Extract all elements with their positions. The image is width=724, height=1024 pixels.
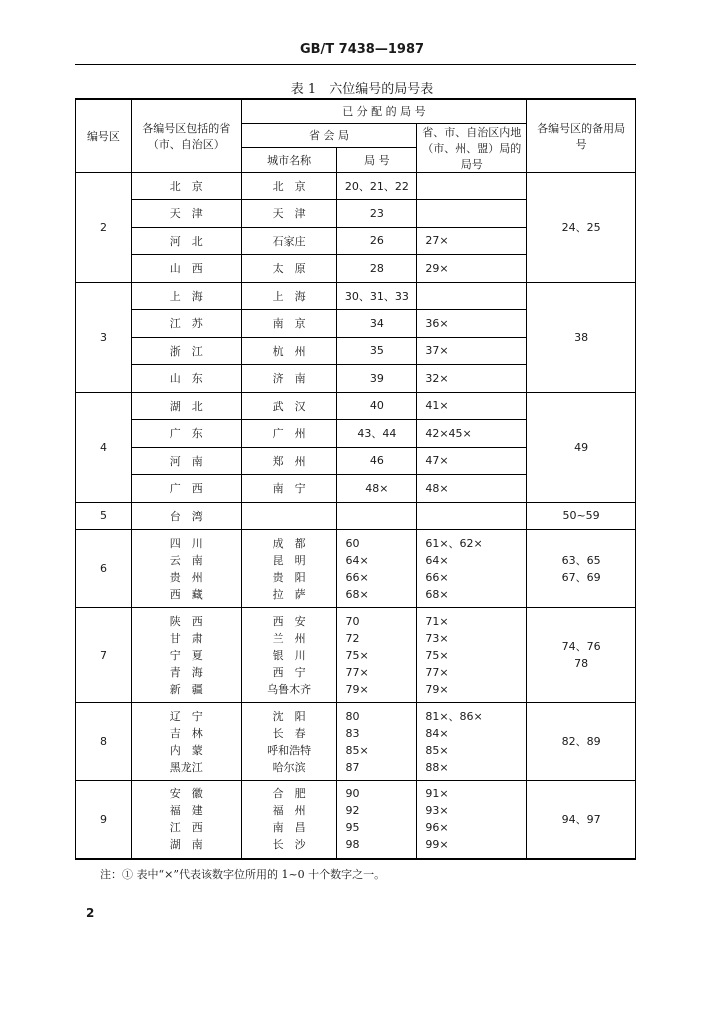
inland-code-cell: 42×45× (417, 420, 527, 448)
city-line: 长 沙 (272, 838, 306, 852)
office-code-line: 90 (345, 787, 360, 801)
table-row (76, 172, 636, 200)
inland-code-cell: 32× (417, 365, 527, 393)
table-row (76, 608, 636, 703)
city-cell (241, 703, 337, 781)
city-line: 乌鲁木齐 (267, 682, 312, 696)
office-code-cell (337, 502, 417, 530)
province-line: 辽 宁 (169, 709, 203, 723)
inland-code-line: 81×、86× (425, 709, 483, 723)
province-cell (131, 608, 241, 703)
header-reserve: 各编号区的备用局号 (527, 99, 636, 172)
table-row (76, 392, 636, 420)
table-row (76, 502, 636, 530)
reserve-cell (527, 530, 636, 608)
province-cell: 台 湾 (131, 502, 241, 530)
city-line: 成 都 (272, 536, 306, 550)
office-code-cell: 35 (337, 337, 417, 365)
inland-code-cell: 48× (417, 475, 527, 503)
office-code-cell: 48× (337, 475, 417, 503)
office-code-cell (337, 530, 417, 608)
office-code-line: 66× (345, 570, 369, 584)
table-row (76, 530, 636, 608)
reserve-cell (527, 781, 636, 859)
province-line: 吉 林 (169, 726, 203, 740)
province-line: 安 徽 (169, 787, 203, 801)
inland-code-line: 84× (425, 726, 449, 740)
province-cell: 浙 江 (131, 337, 241, 365)
office-code-cell: 39 (337, 365, 417, 393)
province-cell: 北 京 (131, 172, 241, 200)
reserve-line: 82、89 (561, 735, 601, 748)
header-city-name: 城市名称 (241, 148, 337, 173)
city-line: 贵 阳 (272, 570, 306, 584)
inland-code-cell (417, 703, 527, 781)
reserve-cell: 24、25 (527, 172, 636, 282)
city-cell: 广 州 (241, 420, 337, 448)
header-allocated: 已 分 配 的 局 号 (241, 99, 526, 123)
header-provinces: 各编号区包括的省（市、自治区） (131, 99, 241, 172)
city-line: 福 州 (272, 804, 306, 818)
inland-code-cell (417, 200, 527, 228)
city-cell: 南 京 (241, 310, 337, 338)
province-cell: 山 东 (131, 365, 241, 393)
province-line: 新 疆 (169, 682, 203, 696)
inland-code-line: 75× (425, 648, 449, 662)
city-line: 西 宁 (272, 665, 306, 679)
document-code: GB/T 7438—1987 (299, 42, 425, 57)
city-line: 沈 阳 (272, 709, 306, 723)
office-code-line: 95 (345, 821, 360, 835)
inland-code-cell (417, 172, 527, 200)
office-code-line: 92 (345, 804, 360, 818)
city-cell (241, 502, 337, 530)
city-cell: 郑 州 (241, 447, 337, 475)
province-cell: 广 西 (131, 475, 241, 503)
city-cell: 上 海 (241, 282, 337, 310)
inland-code-line: 88× (425, 760, 449, 774)
office-code-line: 98 (345, 838, 360, 852)
province-line: 青 海 (169, 665, 203, 679)
office-code-cell: 46 (337, 447, 417, 475)
city-cell: 石家庄 (241, 227, 337, 255)
city-line: 银 川 (272, 648, 306, 662)
city-line: 拉 萨 (272, 587, 306, 601)
province-line: 四 川 (169, 536, 203, 550)
inland-code-line: 73× (425, 631, 449, 645)
inland-code-cell (417, 608, 527, 703)
city-cell: 北 京 (241, 172, 337, 200)
province-cell (131, 781, 241, 859)
province-line: 内 蒙 (169, 743, 203, 757)
city-cell: 杭 州 (241, 337, 337, 365)
province-line: 宁 夏 (169, 648, 203, 662)
inland-code-line: 71× (425, 614, 449, 628)
area-number-cell: 8 (76, 703, 132, 781)
inland-code-cell (417, 282, 527, 310)
province-cell: 江 苏 (131, 310, 241, 338)
province-line: 云 南 (169, 553, 203, 567)
city-line: 西 安 (272, 614, 306, 628)
reserve-cell: 49 (527, 392, 636, 502)
office-code-cell: 40 (337, 392, 417, 420)
province-line: 贵 州 (169, 570, 203, 584)
inland-code-line: 96× (425, 821, 449, 835)
inland-code-line: 77× (425, 665, 449, 679)
city-cell: 太 原 (241, 255, 337, 283)
reserve-line: 74、76 (561, 640, 601, 653)
office-code-cell (337, 781, 417, 859)
province-line: 福 建 (169, 804, 203, 818)
office-code-line: 64× (345, 553, 369, 567)
office-code-line: 68× (345, 587, 369, 601)
reserve-cell: 50~59 (527, 502, 636, 530)
city-line: 南 昌 (272, 821, 306, 835)
province-cell: 广 东 (131, 420, 241, 448)
inland-code-cell: 29× (417, 255, 527, 283)
inland-code-cell (417, 502, 527, 530)
province-cell: 天 津 (131, 200, 241, 228)
page-number: 2 (86, 906, 95, 920)
header-office-no: 局 号 (337, 148, 417, 173)
reserve-cell (527, 703, 636, 781)
reserve-line: 94、97 (561, 812, 601, 826)
inland-code-line: 91× (425, 787, 449, 801)
office-code-cell: 23 (337, 200, 417, 228)
inland-code-line: 64× (425, 553, 449, 567)
city-line: 昆 明 (272, 553, 306, 567)
office-code-line: 85× (345, 743, 369, 757)
city-cell: 南 宁 (241, 475, 337, 503)
province-line: 黑龙江 (169, 760, 203, 774)
header-capital-office: 省 会 局 (241, 123, 417, 148)
area-number-cell: 6 (76, 530, 132, 608)
table-row (76, 282, 636, 310)
province-cell: 河 北 (131, 227, 241, 255)
province-cell: 湖 北 (131, 392, 241, 420)
table-row (76, 781, 636, 859)
province-line: 江 西 (169, 821, 203, 835)
inland-code-line: 66× (425, 570, 449, 584)
office-code-line: 75× (345, 648, 369, 662)
office-code-cell: 34 (337, 310, 417, 338)
office-code-cell (337, 703, 417, 781)
office-code-cell: 28 (337, 255, 417, 283)
inland-code-cell: 36× (417, 310, 527, 338)
inland-code-line: 93× (425, 804, 449, 818)
province-line: 湖 南 (169, 838, 203, 852)
office-code-line: 77× (345, 665, 369, 679)
office-code-cell: 26 (337, 227, 417, 255)
area-number-cell: 2 (76, 172, 132, 282)
office-code-line: 72 (345, 631, 360, 645)
office-number-table (75, 98, 636, 860)
province-cell (131, 703, 241, 781)
city-cell (241, 781, 337, 859)
office-code-cell: 30、31、33 (337, 282, 417, 310)
inland-code-line: 68× (425, 587, 449, 601)
area-number-cell: 4 (76, 392, 132, 502)
province-cell: 河 南 (131, 447, 241, 475)
office-code-line: 87 (345, 760, 360, 774)
reserve-line: 78 (574, 657, 589, 670)
office-code-line: 83 (345, 726, 360, 740)
city-cell: 武 汉 (241, 392, 337, 420)
office-code-cell: 43、44 (337, 420, 417, 448)
reserve-line: 67、69 (561, 570, 601, 584)
city-line: 合 肥 (272, 787, 306, 801)
inland-code-line: 61×、62× (425, 536, 483, 550)
inland-code-cell: 41× (417, 392, 527, 420)
header-area-no: 编号区 (76, 99, 132, 172)
city-line: 哈尔滨 (272, 760, 306, 774)
inland-code-line: 79× (425, 682, 449, 696)
city-cell (241, 608, 337, 703)
office-code-line: 80 (345, 709, 360, 723)
city-line: 兰 州 (272, 631, 306, 645)
table-row (76, 703, 636, 781)
office-code-line: 60 (345, 536, 360, 550)
city-cell: 济 南 (241, 365, 337, 393)
reserve-cell (527, 608, 636, 703)
province-cell: 上 海 (131, 282, 241, 310)
province-line: 西 藏 (169, 587, 203, 601)
area-number-cell: 7 (76, 608, 132, 703)
table-caption: 表 1 六位编号的局号表 (290, 82, 434, 97)
header-inland: 省、市、自治区内地（市、州、盟）局的局号 (417, 123, 527, 172)
city-cell (241, 530, 337, 608)
city-line: 呼和浩特 (267, 743, 312, 757)
area-number-cell: 9 (76, 781, 132, 859)
inland-code-cell: 37× (417, 337, 527, 365)
city-cell: 天 津 (241, 200, 337, 228)
province-line: 甘 肃 (169, 631, 203, 645)
inland-code-cell: 27× (417, 227, 527, 255)
table-note: 注：① 表中“×”代表该数字位所用的 1~0 十个数字之一。 (100, 868, 386, 881)
inland-code-line: 99× (425, 838, 449, 852)
office-code-cell (337, 608, 417, 703)
office-code-cell: 20、21、22 (337, 172, 417, 200)
reserve-cell: 38 (527, 282, 636, 392)
inland-code-cell (417, 530, 527, 608)
inland-code-cell: 47× (417, 447, 527, 475)
province-cell: 山 西 (131, 255, 241, 283)
inland-code-cell (417, 781, 527, 859)
office-code-line: 70 (345, 614, 360, 628)
reserve-line: 63、65 (561, 553, 601, 567)
office-code-line: 79× (345, 682, 369, 696)
city-line: 长 春 (272, 726, 306, 740)
area-number-cell: 3 (76, 282, 132, 392)
province-line: 陕 西 (169, 614, 203, 628)
header-rule (75, 64, 636, 65)
area-number-cell: 5 (76, 502, 132, 530)
province-cell (131, 530, 241, 608)
inland-code-line: 85× (425, 743, 449, 757)
